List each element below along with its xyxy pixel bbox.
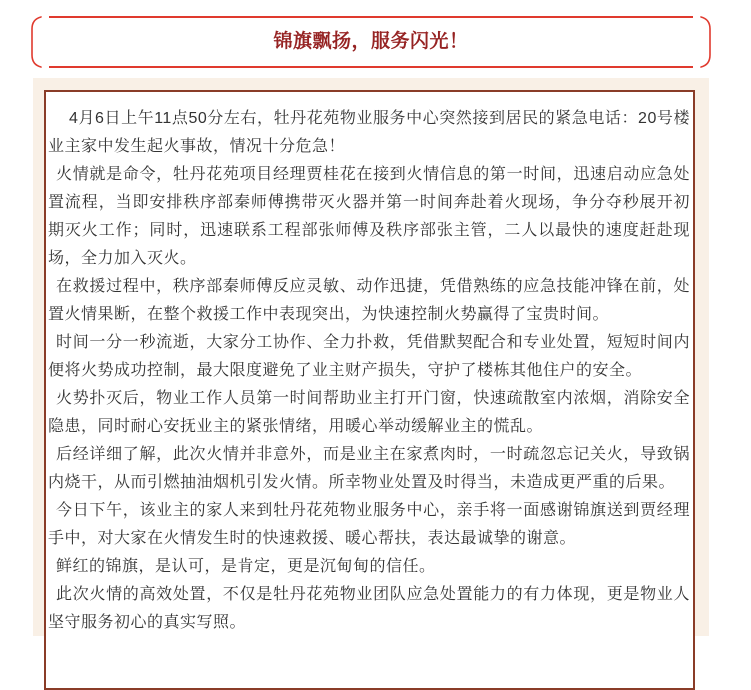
paragraph: 鲜红的锦旗，是认可，是肯定，更是沉甸甸的信任。	[56, 558, 436, 575]
paragraph: 4月6日上午11点50分左右，牡丹花苑物业服务中心突然接到居民的紧急电话：20号楼业主家中发生起火事故，情况十分危急！	[48, 110, 690, 155]
paragraph: 火势扑灭后，物业工作人员第一时间帮助业主打开门窗，快速疏散室内浓烟，消除安全隐患，同时耐心安抚业主的紧张情绪，用暖心举动缓解业主的慌乱。	[48, 390, 690, 435]
article-body	[48, 105, 690, 637]
page-title: 锦旗飘扬，服务闪光！	[273, 30, 469, 52]
paragraph: 今日下午，该业主的家人来到牡丹花苑物业服务中心，亲手将一面感谢锦旗送到贾经理手中，对大家在火情发生时的快速救援、暖心帮扶，表达最诚挚的谢意。	[48, 502, 690, 547]
title-rule-box	[49, 16, 693, 68]
right-bracket-icon	[700, 16, 712, 68]
left-bracket-icon	[30, 16, 42, 68]
paragraph: 时间一分一秒流逝，大家分工协作、全力扑救，凭借默契配合和专业处置，短短时间内便将火势成功控制，最大限度避免了业主财产损失，守护了楼栋其他住户的安全。	[48, 334, 690, 379]
title-banner	[30, 16, 712, 68]
content-section	[33, 78, 709, 636]
paragraph: 在救援过程中，秩序部秦师傅反应灵敏、动作迅捷，凭借熟练的应急技能冲锋在前，处置火情果断，在整个救援工作中表现突出，为快速控制火势赢得了宝贵时间。	[48, 278, 690, 323]
article-card	[44, 90, 695, 690]
paragraph: 此次火情的高效处置，不仅是牡丹花苑物业团队应急处置能力的有力体现，更是物业人坚守服务初心的真实写照。	[48, 586, 690, 631]
paragraph: 后经详细了解，此次火情并非意外，而是业主在家煮肉时，一时疏忽忘记关火，导致锅内烧干，从而引燃抽油烟机引发火情。所幸物业处置及时得当，未造成更严重的后果。	[48, 446, 690, 491]
paragraph: 火情就是命令，牡丹花苑项目经理贾桂花在接到火情信息的第一时间，迅速启动应急处置流程，当即安排秩序部秦师傅携带灭火器并第一时间奔赴着火现场，争分夺秒展开初期灭火工作；同时，迅速联系工程部张师傅及秩序部张主管，二人以最快的速度赶赴现场，全力加入灭火。	[48, 166, 690, 267]
